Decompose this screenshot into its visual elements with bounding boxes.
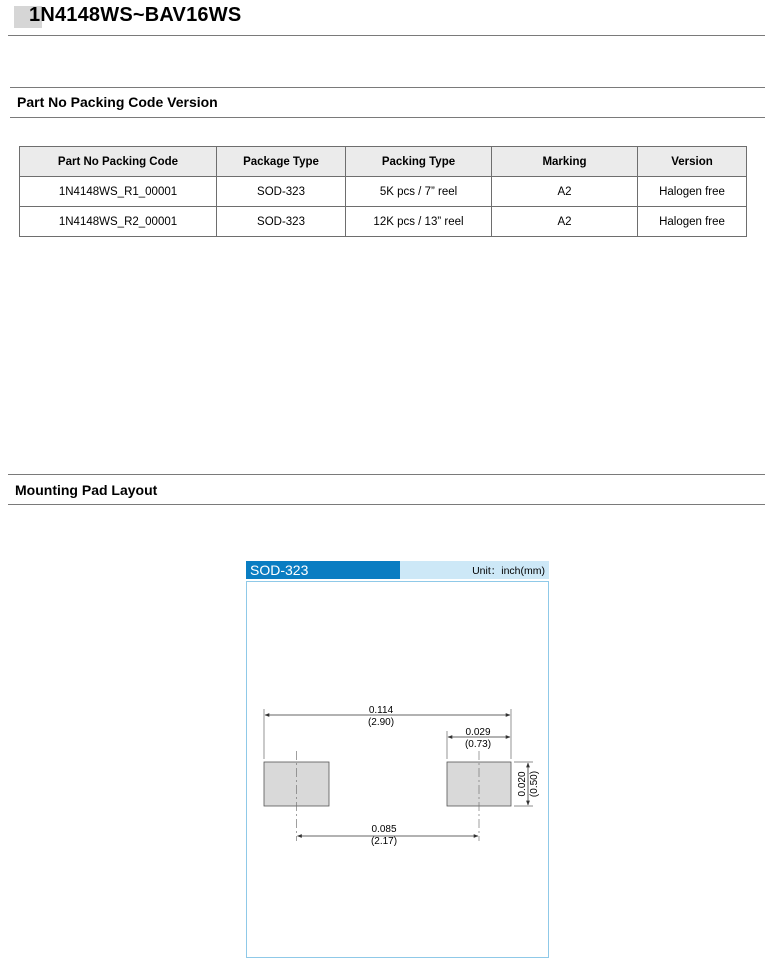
spacing-dim-inch: 0.085 xyxy=(371,824,397,835)
overall-dim-mm: (2.90) xyxy=(367,717,395,728)
table-row xyxy=(20,207,747,237)
title-divider xyxy=(8,35,765,36)
header-packing-type: Packing Type xyxy=(346,147,492,177)
mounting-section-title: Mounting Pad Layout xyxy=(15,482,158,498)
cell-part-no: 1N4148WS_R1_00001 xyxy=(20,177,217,207)
table-header-row xyxy=(20,147,747,177)
mounting-divider-bottom xyxy=(8,504,765,505)
packing-code-table xyxy=(19,146,747,237)
header-part-no: Part No Packing Code xyxy=(20,147,217,177)
pad-height-inch: 0.020 xyxy=(517,771,528,797)
package-label: SOD-323 xyxy=(250,562,309,578)
cell-packing-type: 5K pcs / 7” reel xyxy=(346,177,492,207)
header-package-type: Package Type xyxy=(217,147,346,177)
pad-height-mm: (0.50) xyxy=(529,770,540,798)
cell-marking: A2 xyxy=(492,177,638,207)
section-divider-top xyxy=(10,87,765,88)
cell-packing-type: 12K pcs / 13” reel xyxy=(346,207,492,237)
page-title: 1N4148WS~BAV16WS xyxy=(29,4,242,26)
pad-width-inch: 0.029 xyxy=(465,727,491,738)
packing-section-title: Part No Packing Code Version xyxy=(17,94,218,110)
cell-marking: A2 xyxy=(492,207,638,237)
cell-package-type: SOD-323 xyxy=(217,177,346,207)
cell-package-type: SOD-323 xyxy=(217,207,346,237)
table-row xyxy=(20,177,747,207)
header-version: Version xyxy=(638,147,747,177)
overall-dim-inch: 0.114 xyxy=(368,705,394,716)
spacing-dim-mm: (2.17) xyxy=(370,836,398,847)
cell-part-no: 1N4148WS_R2_00001 xyxy=(20,207,217,237)
cell-version: Halogen free xyxy=(638,207,747,237)
cell-version: Halogen free xyxy=(638,177,747,207)
section-divider-bottom xyxy=(10,117,765,118)
header-marking: Marking xyxy=(492,147,638,177)
mounting-divider-top xyxy=(8,474,765,475)
mounting-pad-diagram xyxy=(246,561,549,958)
unit-label: Unit：inch(mm) xyxy=(472,565,545,577)
pad-width-mm: (0.73) xyxy=(464,739,492,750)
